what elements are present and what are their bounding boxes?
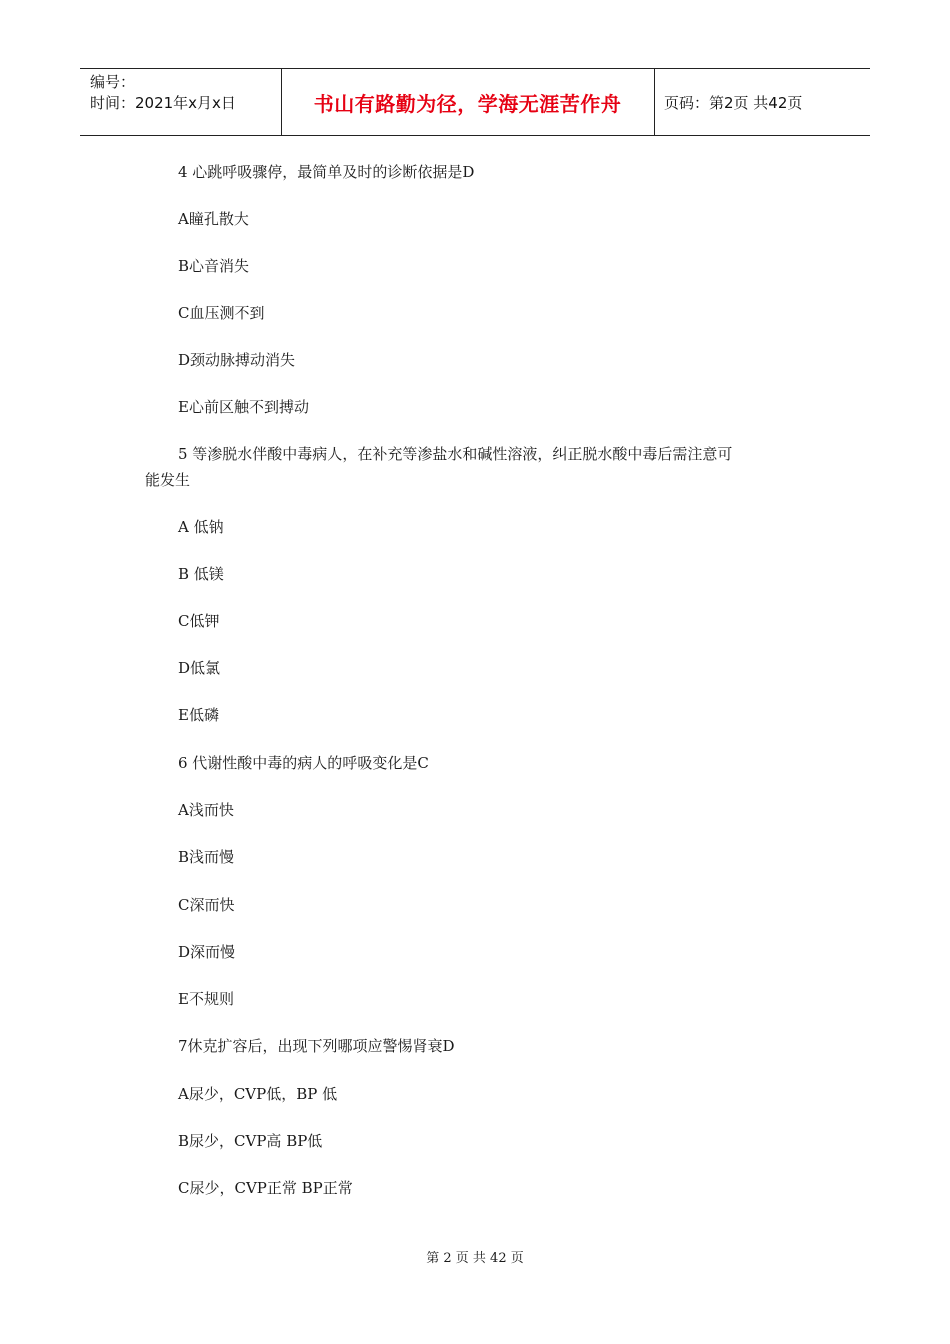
question-stem: 4 心跳呼吸骤停，最简单及时的诊断依据是D	[178, 163, 475, 181]
answer-option: E低磷	[178, 706, 219, 724]
page-footer: 第 2 页 共 42 页	[426, 1251, 524, 1266]
question-stem: 5 等渗脱水伴酸中毒病人，在补充等渗盐水和碱性溶液，纠正脱水酸中毒后需注意可	[178, 445, 733, 463]
answer-option: C深而快	[178, 896, 235, 914]
header-meta	[90, 72, 236, 114]
answer-option: E心前区触不到搏动	[178, 398, 309, 416]
answer-option: B心音消失	[178, 257, 250, 275]
answer-option: B浅而慢	[178, 848, 235, 866]
answer-option: A 低钠	[178, 518, 224, 536]
question-stem-continuation: 能发生	[145, 471, 191, 489]
header-divider	[654, 69, 655, 135]
answer-option: B尿少，CVP高 BP低	[178, 1132, 323, 1150]
answer-option: A尿少，CVP低，BP 低	[178, 1085, 338, 1103]
question-stem: 7休克扩容后，出现下列哪项应警惕肾衰D	[178, 1037, 455, 1055]
answer-option: A瞳孔散大	[178, 210, 249, 228]
answer-option: A浅而快	[178, 801, 234, 819]
page-header	[80, 68, 870, 136]
header-page-info: 页码：第2页 共42页	[664, 93, 803, 112]
answer-option: B 低镁	[178, 565, 224, 583]
answer-option: D深而慢	[178, 943, 236, 961]
answer-option: D颈动脉搏动消失	[178, 351, 296, 369]
number-label: 编号：	[90, 73, 136, 91]
question-stem: 6 代谢性酸中毒的病人的呼吸变化是C	[178, 754, 429, 772]
date-label: 时间：2021年x月x日	[90, 94, 236, 112]
answer-option: C低钾	[178, 612, 220, 630]
answer-option: C尿少，CVP正常 BP正常	[178, 1179, 353, 1197]
answer-option: E不规则	[178, 990, 234, 1008]
answer-option: D低氯	[178, 659, 221, 677]
header-motto: 书山有路勤为径，学海无涯苦作舟	[313, 91, 622, 116]
answer-option: C血压测不到	[178, 304, 265, 322]
